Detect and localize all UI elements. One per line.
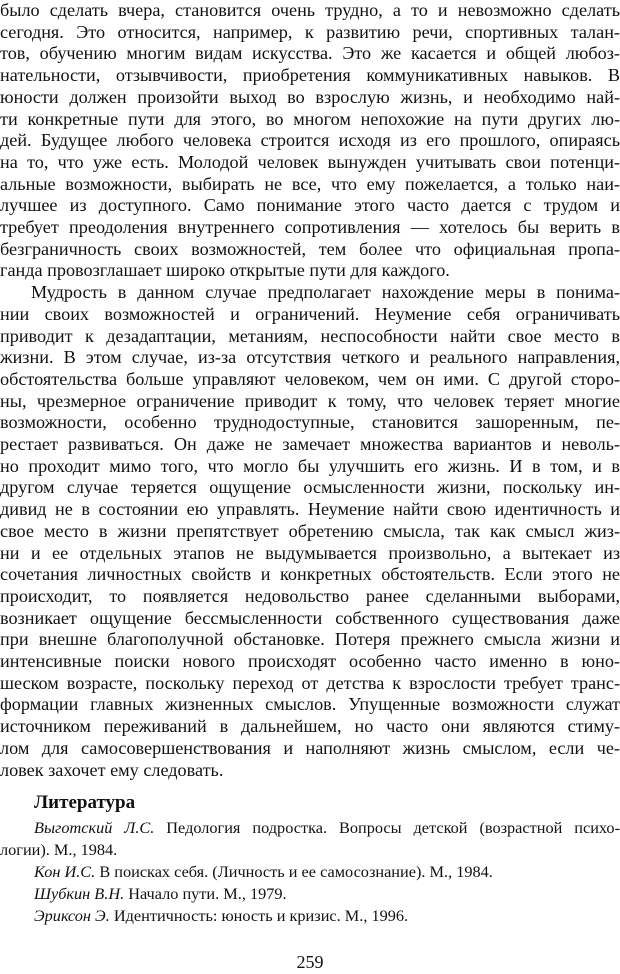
- text-line: безграничность своих возможностей, тем более что официальная пропа-: [0, 238, 620, 259]
- text-line: сочетания личностных свойств и конкретных обстоятельств. Если этого не: [0, 564, 620, 585]
- text-line: источником переживаний в дальнейшем, но часто они являются стиму-: [0, 716, 620, 737]
- text-line: юности должен произойти выход во взрослую жизнь, и необходимо най-: [0, 86, 620, 107]
- text-line: жизни. В этом случае, из-за отсутствия четкого и реального направления,: [0, 347, 620, 368]
- text-line: на то, что уже есть. Молодой человек вынужден учитывать свои потенци-: [0, 151, 620, 172]
- text-line: другом случае теряется ощущение осмысленности жизни, поскольку ин-: [0, 477, 620, 498]
- text-line: шеском возрасте, поскольку переход от детства к взрослости требует транс-: [0, 672, 620, 693]
- text-line: интенсивные поиски нового происходят особенно часто именно в юно-: [0, 651, 620, 671]
- text-line: ни и ее отдельных этапов не выдумывается произвольно, а вытекает из: [0, 542, 620, 563]
- reference-item: [34, 905, 620, 927]
- reference-text: Идентичность: юность и кризис. М., 1996.: [109, 906, 409, 925]
- text-line: дивид не в состоянии ею управлять. Неумение найти свою идентичность и: [0, 499, 620, 520]
- text-line: требует преодоления внутреннего сопротивления — хотелось бы верить в: [0, 217, 620, 237]
- text-line: дей. Будущее любого человека строится исходя из его прошлого, опираясь: [0, 130, 620, 151]
- text-line: возможности, особенно труднодоступные, становится зашоренным, пе-: [0, 412, 620, 433]
- text-line: но проходит мимо того, что могло бы улучшить его жизнь. И в том, и в: [0, 455, 620, 476]
- text-line: нательности, отзывчивости, приобретения коммуникативных навыков. В: [0, 65, 620, 86]
- literature-heading: Литература: [34, 792, 136, 813]
- reference-author: Выготский Л.С.: [34, 818, 155, 837]
- text-line: нии своих возможностей и ограничений. Неумение себя ограничивать: [0, 303, 620, 324]
- reference-item: [34, 861, 620, 883]
- reference-text: Педология подростка. Вопросы детской (возрастной психо-: [154, 818, 620, 837]
- text-line: лучшее из доступного. Само понимание этого часто дается с трудом и: [0, 195, 620, 216]
- text-line: рестает развиваться. Он даже не замечает множества вариантов и неволь-: [0, 434, 620, 454]
- text-line: было сделать вчера, становится очень трудно, а то и невозможно сделать: [0, 0, 620, 20]
- text-line: ганда провозглашает широко открытые пути для каждого.: [0, 260, 450, 281]
- reference-text: В поисках себя. (Личность и ее самосознание). М., 1984.: [95, 862, 493, 881]
- reference-item: [34, 817, 620, 839]
- text-line: свое место в жизни препятствует обретению смысла, так как смысл жиз-: [0, 520, 620, 541]
- text-line: тов, обучению многим видам искусства. Это же касается и общей любоз-: [0, 43, 620, 64]
- reference-continuation: логии). М., 1984.: [0, 840, 118, 859]
- text-line: формации главных жизненных смыслов. Упущенные возможности служат: [0, 694, 620, 715]
- text-line: лом для самосовершенствования и наполняют жизнь смыслом, если че-: [0, 737, 620, 758]
- reference-item: [34, 883, 620, 905]
- text-line: приводит к дезадаптации, метаниям, неспособности найти свое место в: [0, 325, 620, 346]
- reference-text: Начало пути. М., 1979.: [124, 884, 287, 903]
- text-line: при внешне благополучной обстановке. Потеря прежнего смысла жизни и: [0, 629, 620, 650]
- reference-author: Эриксон Э.: [34, 906, 110, 925]
- text-line: происходит, то появляется недовольство ранее сделанными выборами,: [0, 585, 620, 606]
- reference-author: Шубкин В.Н.: [34, 884, 125, 903]
- reference-author: Кон И.С.: [34, 862, 96, 881]
- text-line: ти конкретные пути для этого, во многом непохожие на пути других лю-: [0, 108, 620, 129]
- text-line: возникает ощущение бессмысленности собственного существования даже: [0, 607, 620, 628]
- page-number: 259: [296, 952, 324, 972]
- text-line: альные возможности, выбирать не все, что ему пожелается, а только наи-: [0, 173, 620, 194]
- text-line: Мудрость в данном случае предполагает нахождение меры в понима-: [31, 282, 620, 303]
- text-line: сегодня. Это относится, например, к развитию речи, спортивных талан-: [0, 21, 620, 42]
- text-line: ны, чрезмерное ограничение приводит к тому, что человек теряет многие: [0, 390, 620, 411]
- text-line: ловек захочет ему следовать.: [0, 759, 224, 780]
- text-line: обстоятельства больше управляют человеком, чем он ими. С другой сторо-: [0, 368, 620, 389]
